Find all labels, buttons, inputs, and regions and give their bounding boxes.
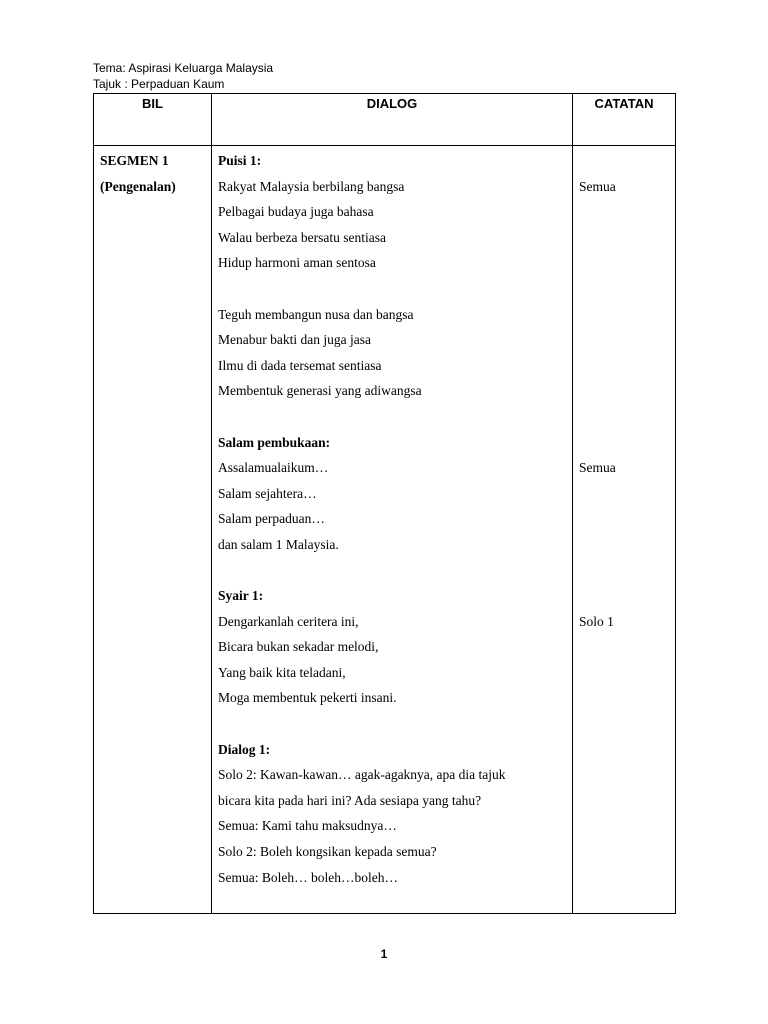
note-line — [579, 839, 675, 865]
dialog-line: Walau berbeza bersatu sentiasa — [218, 229, 386, 245]
dialog-cell — [212, 146, 573, 914]
dialog-line: Pelbagai budaya juga bahasa — [218, 204, 374, 220]
note-line — [579, 506, 675, 532]
column-header-catatan: CATATAN — [573, 94, 676, 146]
column-header-bil: BIL — [94, 94, 212, 146]
segment-title: SEGMEN 1 — [100, 153, 169, 168]
dialog-line: Menabur bakti dan juga jasa — [218, 332, 371, 348]
notes-cell — [573, 146, 676, 914]
note-line — [579, 302, 675, 328]
note-line — [579, 813, 675, 839]
dialog-line: Salam perpaduan… — [218, 511, 325, 527]
note-line: Semua — [579, 460, 616, 476]
note-line — [579, 250, 675, 276]
note-line — [579, 660, 675, 686]
dialog-line: Semua: Kami tahu maksudnya… — [218, 818, 397, 834]
note-line: Solo 1 — [579, 613, 614, 629]
note-line — [579, 634, 675, 660]
segment-cell — [94, 146, 212, 914]
note-line — [579, 430, 675, 456]
dialog-line: Solo 2: Boleh kongsikan kepada semua? — [218, 844, 437, 860]
dialog-line: Moga membentuk pekerti insani. — [218, 690, 397, 706]
dialog-line: bicara kita pada hari ini? Ada sesiapa yang tahu? — [218, 792, 482, 808]
table-header-row — [94, 94, 676, 146]
dialog-line: Assalamualaikum… — [218, 460, 329, 476]
dialog-line: Dengarkanlah ceritera ini, — [218, 613, 359, 629]
note-line — [579, 353, 675, 379]
dialog-line: Semua: Boleh… boleh…boleh… — [218, 869, 398, 885]
section-heading: Syair 1: — [218, 588, 264, 604]
dialog-line — [218, 711, 572, 737]
theme-line: Tema: Aspirasi Keluarga Malaysia — [93, 61, 274, 75]
section-heading: Salam pembukaan: — [218, 434, 331, 450]
note-line — [579, 276, 675, 302]
note-line — [579, 481, 675, 507]
dialog-line: Membentuk generasi yang adiwangsa — [218, 383, 422, 399]
dialog-line: Bicara bukan sekadar melodi, — [218, 639, 379, 655]
dialog-line: Teguh membangun nusa dan bangsa — [218, 306, 414, 322]
note-line — [579, 558, 675, 584]
note-line — [579, 788, 675, 814]
note-line — [579, 404, 675, 430]
dialog-line: Yang baik kita teladani, — [218, 664, 346, 680]
note-line — [579, 685, 675, 711]
note-line — [579, 583, 675, 609]
script-table — [93, 93, 676, 914]
dialog-line: dan salam 1 Malaysia. — [218, 536, 339, 552]
segment-subtitle: (Pengenalan) — [100, 178, 176, 194]
note-line — [579, 327, 675, 353]
dialog-line — [218, 404, 572, 430]
note-line — [579, 148, 675, 174]
segment-row — [94, 146, 676, 914]
note-line — [579, 737, 675, 763]
note-line — [579, 711, 675, 737]
dialog-line: Rakyat Malaysia berbilang bangsa — [218, 178, 405, 194]
dialog-line — [218, 558, 572, 584]
note-line — [579, 532, 675, 558]
topic-line: Tajuk : Perpaduan Kaum — [93, 77, 225, 91]
note-line — [579, 762, 675, 788]
section-heading: Puisi 1: — [218, 153, 262, 168]
dialog-line: Hidup harmoni aman sentosa — [218, 255, 376, 271]
section-heading: Dialog 1: — [218, 741, 271, 757]
note-line — [579, 865, 675, 891]
dialog-line: Solo 2: Kawan-kawan… agak-agaknya, apa dia tajuk — [218, 767, 506, 783]
column-header-dialog: DIALOG — [212, 94, 573, 146]
page-number: 1 — [380, 947, 388, 961]
dialog-line: Salam sejahtera… — [218, 485, 317, 501]
note-line: Semua — [579, 178, 616, 194]
dialog-line: Ilmu di dada tersemat sentiasa — [218, 357, 382, 373]
note-line — [579, 225, 675, 251]
note-line — [579, 378, 675, 404]
dialog-line — [218, 276, 572, 302]
note-line — [579, 199, 675, 225]
